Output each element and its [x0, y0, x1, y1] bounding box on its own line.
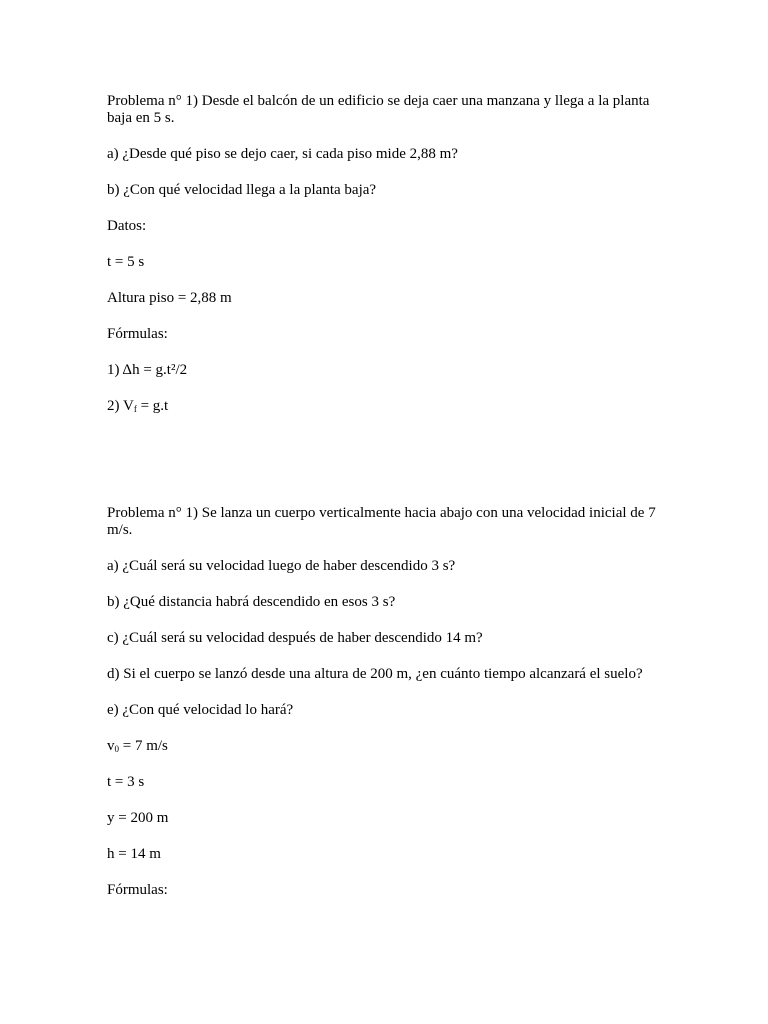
problem-1-formulas-label: Fórmulas: — [107, 326, 168, 342]
problem-1-formula-1: 1) Δh = g.t²/2 — [107, 362, 188, 378]
problem-2-statement: Problema n° 1) Se lanza un cuerpo verticalmente hacia abajo con una velocidad inicial de 7 m/s. — [107, 505, 656, 538]
problem-2-dato-t: t = 3 s — [107, 774, 145, 790]
problem-2-question-c: c) ¿Cuál será su velocidad después de haber descendido 14 m? — [107, 630, 483, 646]
problem-2-question-d: d) Si el cuerpo se lanzó desde una altura de 200 m, ¿en cuánto tiempo alcanzará el suelo? — [107, 666, 643, 682]
problem-2-dato-h: h = 14 m — [107, 846, 161, 862]
problem-2-dato-y: y = 200 m — [107, 810, 169, 826]
problem-1-statement: Problema n° 1) Desde el balcón de un edificio se deja caer una manzana y llega a la planta baja en 5 s. — [107, 93, 650, 126]
problem-2-question-a: a) ¿Cuál será su velocidad luego de haber descendido 3 s? — [107, 558, 456, 574]
problem-1-question-b: b) ¿Con qué velocidad llega a la planta baja? — [107, 182, 377, 198]
dato-v0-subscript: 0 — [114, 744, 119, 754]
problem-1-formula-2 — [107, 398, 667, 415]
problem-1-question-a: a) ¿Desde qué piso se dejo caer, si cada piso mide 2,88 m? — [107, 146, 458, 162]
formula-2-subscript: f — [133, 404, 137, 414]
problem-2-formulas-label: Fórmulas: — [107, 882, 168, 898]
problem-2-dato-v0 — [107, 738, 667, 755]
problem-1-dato-altura: Altura piso = 2,88 m — [107, 290, 232, 306]
dato-v0-prefix: v — [107, 738, 115, 754]
problem-1-dato-t: t = 5 s — [107, 254, 145, 270]
problem-2-question-b: b) ¿Qué distancia habrá descendido en esos 3 s? — [107, 594, 396, 610]
formula-2-prefix: 2) V — [107, 398, 134, 414]
problem-2-section — [107, 505, 667, 899]
problem-2-question-e: e) ¿Con qué velocidad lo hará? — [107, 702, 294, 718]
formula-2-suffix: = g.t — [136, 398, 169, 414]
dato-v0-suffix: = 7 m/s — [119, 738, 168, 754]
problem-1-datos-label: Datos: — [107, 218, 147, 234]
problem-1-section — [107, 93, 667, 415]
